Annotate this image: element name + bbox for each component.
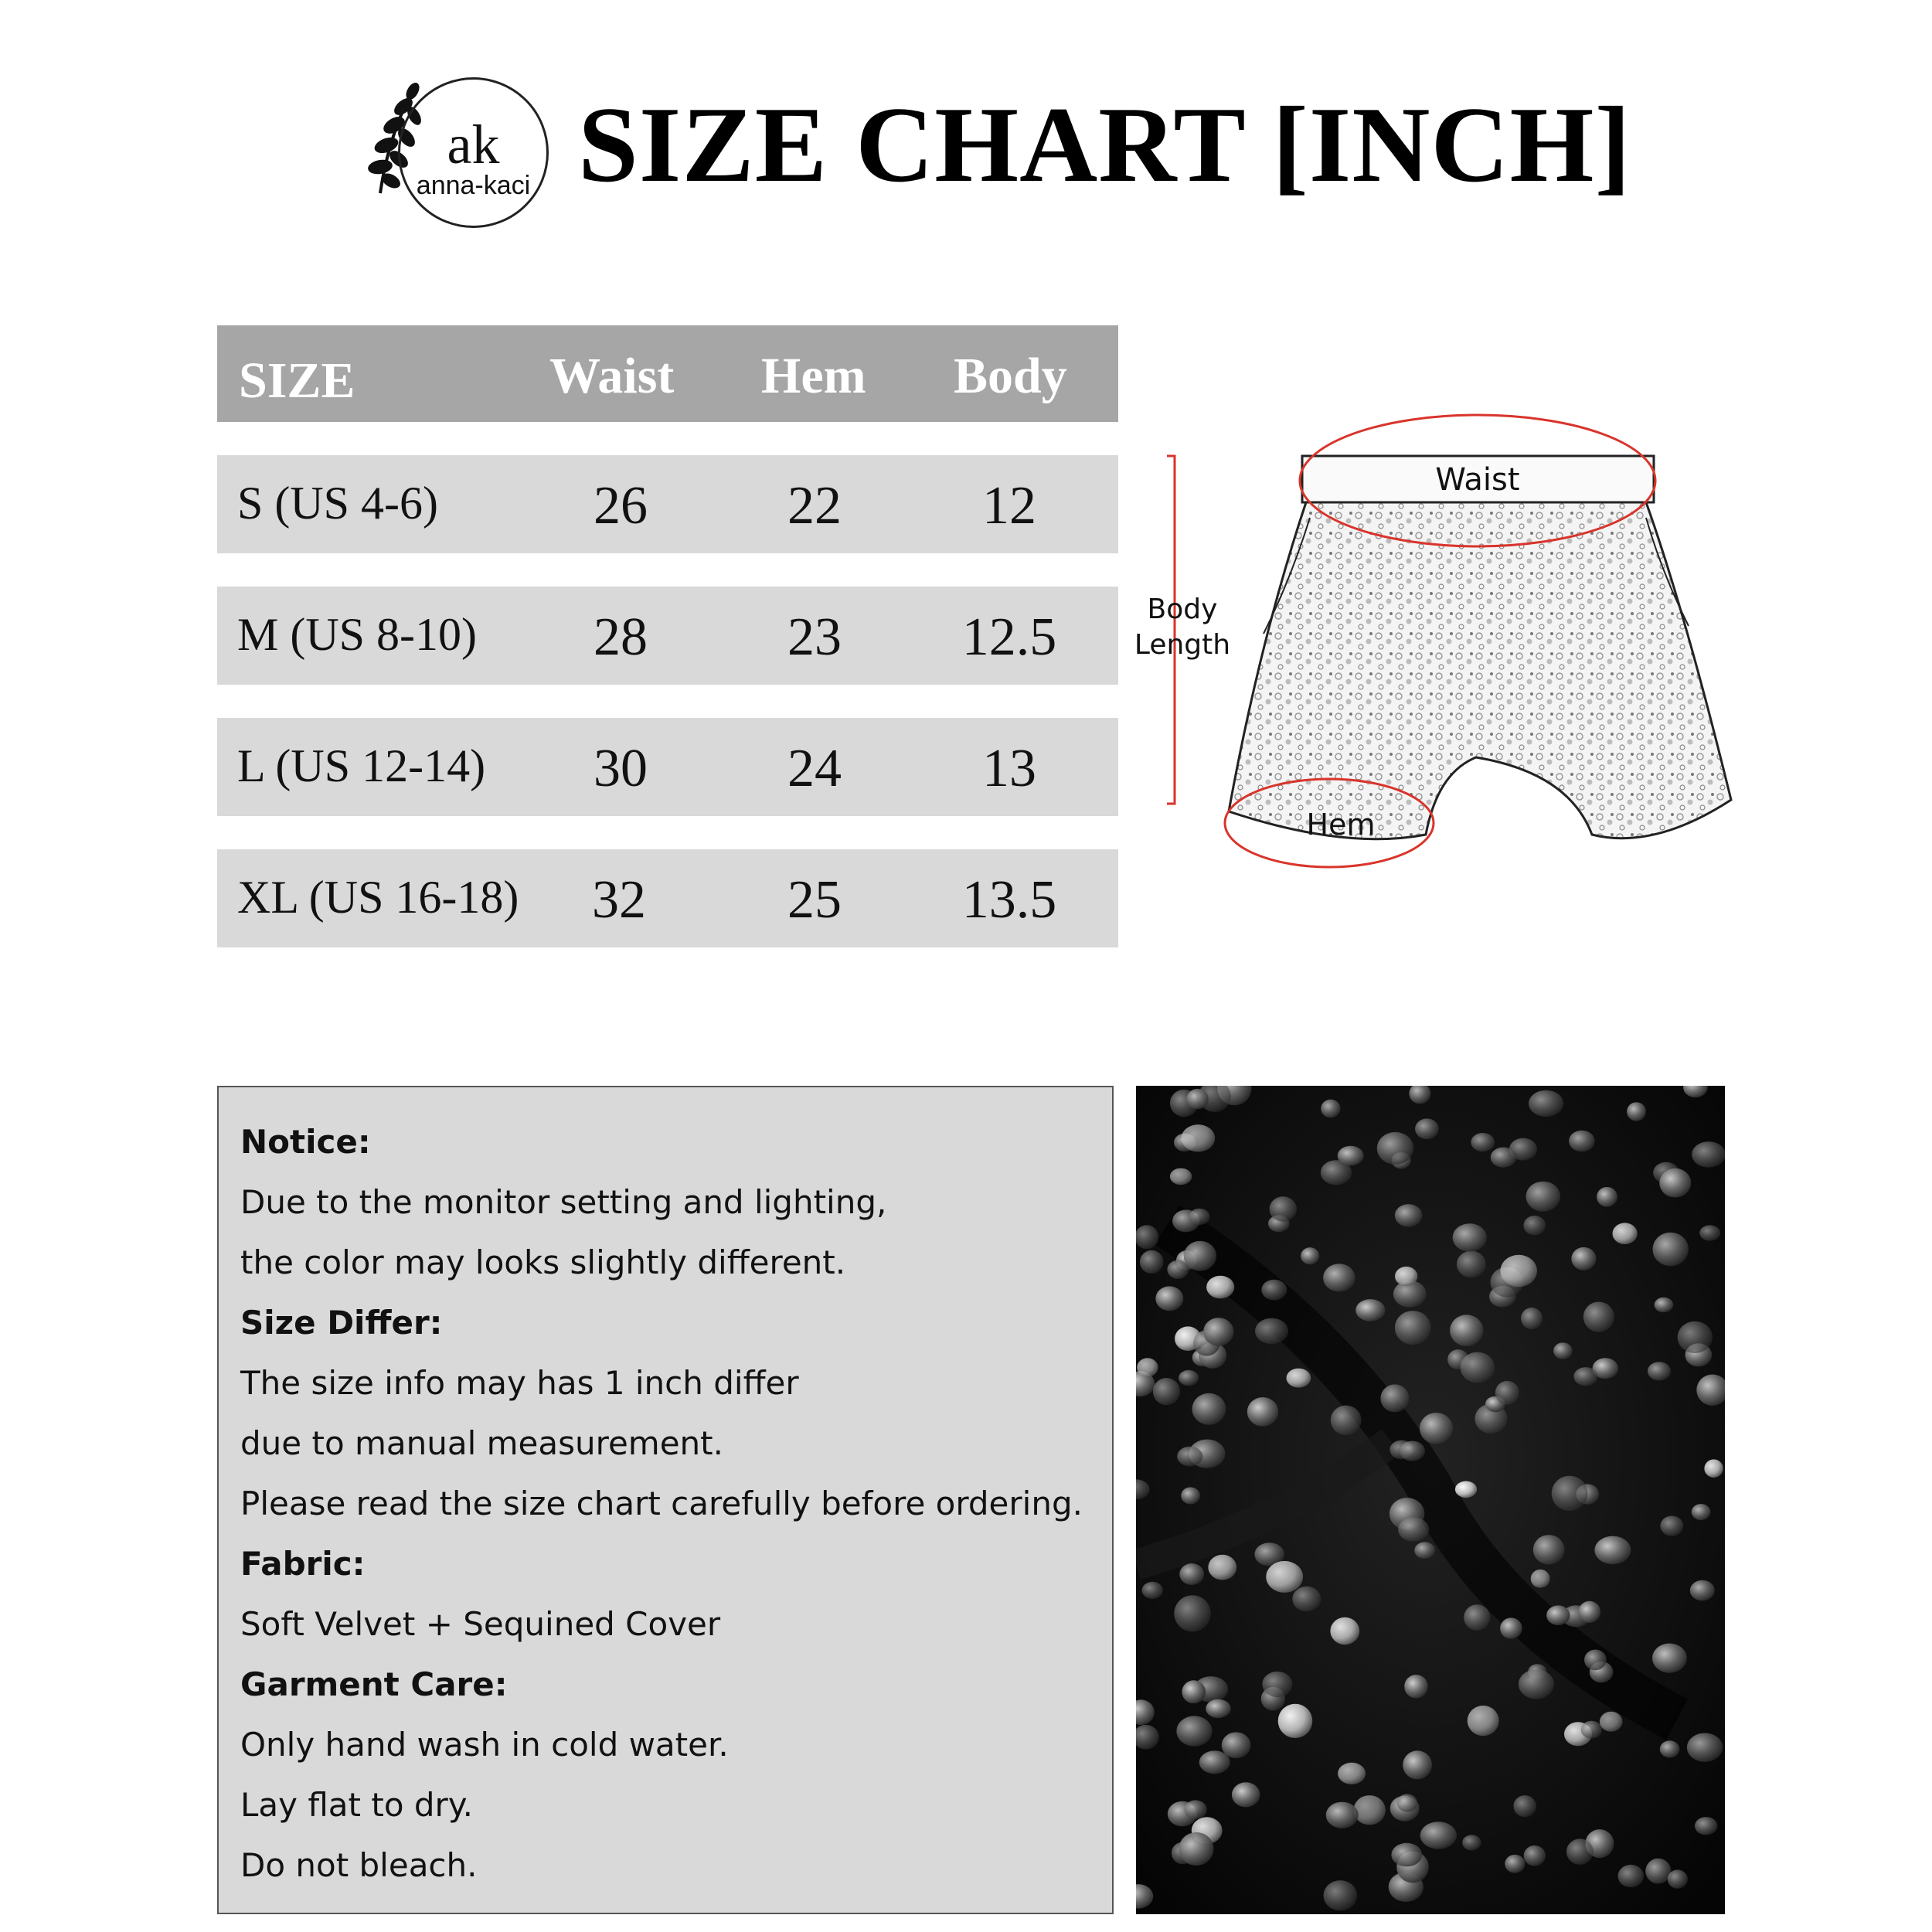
sequin [1581, 1721, 1602, 1739]
sequin [1270, 1196, 1297, 1221]
sequin [1287, 1369, 1311, 1388]
sequin [1653, 1233, 1689, 1267]
page-title: SIZE CHART [INCH] [578, 85, 1632, 205]
sequin [1167, 1260, 1189, 1279]
sequin [1330, 1617, 1359, 1645]
sequin [1500, 1617, 1522, 1638]
hem-label: Hem [1306, 808, 1376, 842]
sequin [1553, 1342, 1573, 1359]
cell-waist: 26 [594, 476, 648, 536]
table-row [217, 455, 1118, 553]
sequin [1678, 1321, 1713, 1353]
sequin [1142, 1582, 1163, 1599]
sequin [1415, 1118, 1439, 1139]
sequin [1199, 1750, 1230, 1774]
table-header [217, 325, 1118, 422]
cell-size: M (US 8-10) [237, 609, 477, 660]
cell-waist: 28 [594, 607, 648, 667]
sequin [1513, 1795, 1536, 1817]
sequin [1583, 1302, 1614, 1332]
garment-care-text: Do not bleach. [240, 1846, 478, 1884]
sequin [1338, 1763, 1366, 1784]
shorts-silhouette [1229, 502, 1731, 839]
sequin [1398, 1518, 1429, 1542]
sequin [1182, 1680, 1206, 1703]
sequin [1597, 1187, 1617, 1207]
sequin [1182, 1124, 1216, 1151]
sequin [1471, 1133, 1495, 1151]
sequin [1660, 1516, 1683, 1536]
sequin [1262, 1672, 1292, 1697]
sequin [1687, 1733, 1723, 1762]
sequin [1395, 1311, 1431, 1345]
sequin [1531, 1570, 1550, 1588]
sequin [1457, 1251, 1486, 1278]
notice-text: Due to the monitor setting and lighting, [240, 1183, 887, 1221]
sequin [1177, 1447, 1202, 1467]
cell-waist: 30 [594, 739, 648, 798]
cell-size: L (US 12-14) [237, 740, 486, 791]
sequin [1627, 1102, 1646, 1121]
sequin [1208, 1555, 1236, 1580]
sequin [1155, 1286, 1183, 1311]
size-differ-text: The size info may has 1 inch differ [240, 1364, 799, 1402]
notice-box [217, 1086, 1114, 1914]
sequin [1566, 1838, 1594, 1865]
sequin [1266, 1561, 1303, 1593]
size-differ-heading: Size Differ: [240, 1304, 443, 1342]
sequin [1323, 1264, 1355, 1291]
cell-body: 12 [982, 476, 1036, 536]
header-hem: Hem [761, 348, 866, 404]
sequin [1495, 1381, 1519, 1405]
sequin [1377, 1132, 1413, 1165]
sequin [1600, 1712, 1623, 1732]
sequin [1455, 1481, 1477, 1498]
cell-hem: 25 [787, 870, 842, 930]
sequin [1179, 1370, 1199, 1386]
sequin [1206, 1699, 1230, 1718]
fabric-closeup-image [1136, 1086, 1725, 1914]
sequin [1255, 1318, 1288, 1345]
sequin [1420, 1821, 1457, 1849]
sequin [1526, 1182, 1561, 1212]
sequin [1261, 1280, 1287, 1301]
sequin [1668, 1869, 1688, 1888]
sequin [1573, 1367, 1597, 1386]
sequin [1179, 1832, 1214, 1866]
header-waist: Waist [549, 348, 675, 404]
sequin [1462, 1835, 1481, 1850]
sequin [1461, 1352, 1495, 1383]
sequin [1692, 1141, 1725, 1168]
cell-size: S (US 4-6) [237, 478, 439, 529]
cell-body: 13 [982, 739, 1036, 798]
sequin [1571, 1247, 1596, 1270]
sequin [1464, 1604, 1490, 1631]
sequin [1181, 1487, 1200, 1504]
cell-body: 12.5 [961, 607, 1057, 667]
brand-logo [398, 77, 549, 228]
sequin [1659, 1168, 1691, 1198]
sequin [1404, 1675, 1428, 1698]
notice-text: the color may looks slightly different. [240, 1243, 846, 1281]
garment-care-text: Lay flat to dry. [240, 1786, 474, 1824]
body-label-line2: Length [1134, 629, 1231, 661]
sequin [1184, 1800, 1206, 1819]
sequin [1648, 1362, 1671, 1380]
sequin [1695, 1817, 1717, 1835]
table-row [217, 587, 1118, 685]
sequin [1523, 1216, 1546, 1235]
sequin [1326, 1802, 1359, 1828]
sequin [1189, 1209, 1210, 1225]
sequin [1521, 1308, 1543, 1329]
sequin [1170, 1168, 1192, 1185]
sequin [1594, 1536, 1631, 1565]
sequin [1400, 1441, 1425, 1461]
sequin [1153, 1378, 1180, 1405]
sequin [1613, 1223, 1638, 1244]
sequin [1453, 1223, 1487, 1251]
sequin [1450, 1315, 1483, 1346]
sequin [1500, 1255, 1537, 1287]
sequin [1491, 1148, 1517, 1168]
sequin [1546, 1605, 1570, 1625]
sequin [1699, 1225, 1720, 1240]
sequin [1652, 1644, 1687, 1673]
table-row [217, 718, 1118, 816]
sequin [1690, 1580, 1715, 1601]
sequin [1414, 1542, 1435, 1559]
sequin [1331, 1406, 1362, 1436]
sequin [1179, 1563, 1204, 1585]
brand-name: anna-kaci [416, 171, 531, 200]
cell-waist: 32 [592, 870, 646, 930]
sequin [1524, 1845, 1546, 1866]
cell-hem: 24 [787, 739, 842, 798]
notice-heading: Notice: [240, 1123, 371, 1161]
sequin [1579, 1601, 1601, 1623]
sequin [1395, 1204, 1423, 1226]
sequin [1321, 1100, 1340, 1118]
sequin [1704, 1459, 1723, 1478]
sequin [1192, 1393, 1226, 1425]
sequin [1338, 1146, 1364, 1166]
sequin [1292, 1587, 1321, 1611]
sequin [1187, 1089, 1209, 1109]
sequin [1391, 1843, 1422, 1867]
sequin [1519, 1669, 1554, 1699]
sequin [1184, 1241, 1216, 1271]
sequin [1278, 1704, 1313, 1738]
sequin [1206, 1276, 1234, 1299]
sequin [1203, 1318, 1233, 1346]
header-size: SIZE [239, 352, 355, 409]
sequin [1645, 1859, 1671, 1884]
size-differ-text: due to manual measurement. [240, 1424, 723, 1462]
sequin [1395, 1267, 1417, 1286]
sequin [1247, 1397, 1278, 1427]
sequin [1380, 1384, 1409, 1412]
cell-body: 13.5 [961, 870, 1057, 930]
fabric-text: Soft Velvet + Sequined Cover [240, 1605, 721, 1643]
shorts-diagram [1113, 410, 1747, 889]
cell-hem: 22 [787, 476, 842, 536]
cell-size: XL (US 16-18) [237, 872, 519, 923]
sequin [1354, 1795, 1386, 1825]
sequin [1324, 1880, 1358, 1910]
sequin [1505, 1855, 1525, 1873]
sequin [1655, 1298, 1674, 1312]
sequin [1468, 1706, 1499, 1736]
sequin [1137, 1358, 1158, 1376]
cell-hem: 23 [787, 607, 842, 667]
brand-mark: ak [447, 114, 500, 175]
sequin [1660, 1740, 1680, 1757]
sequin [1529, 1090, 1563, 1117]
garment-care-heading: Garment Care: [240, 1665, 508, 1703]
sequin [1552, 1476, 1588, 1511]
sequin [1397, 1794, 1418, 1811]
sequin [1232, 1782, 1260, 1807]
body-label-line1: Body [1147, 594, 1218, 625]
size-differ-text: Please read the size chart carefully before ordering. [240, 1485, 1083, 1522]
sequin [1533, 1535, 1565, 1564]
sequin [1584, 1650, 1607, 1671]
sequin [1140, 1250, 1164, 1274]
garment-care-text: Only hand wash in cold water. [240, 1726, 729, 1764]
sequin [1176, 1716, 1212, 1746]
sequin [1692, 1504, 1711, 1520]
sequin [1618, 1865, 1645, 1887]
sequin [1569, 1131, 1595, 1152]
waist-label: Waist [1435, 462, 1520, 498]
sequin [1174, 1595, 1210, 1631]
sequin [1301, 1247, 1319, 1264]
sequin [1420, 1413, 1453, 1444]
sequin [1403, 1750, 1432, 1779]
fabric-heading: Fabric: [240, 1545, 366, 1583]
header-body: Body [954, 348, 1067, 404]
sequin [1355, 1299, 1385, 1321]
table-row [217, 849, 1118, 947]
